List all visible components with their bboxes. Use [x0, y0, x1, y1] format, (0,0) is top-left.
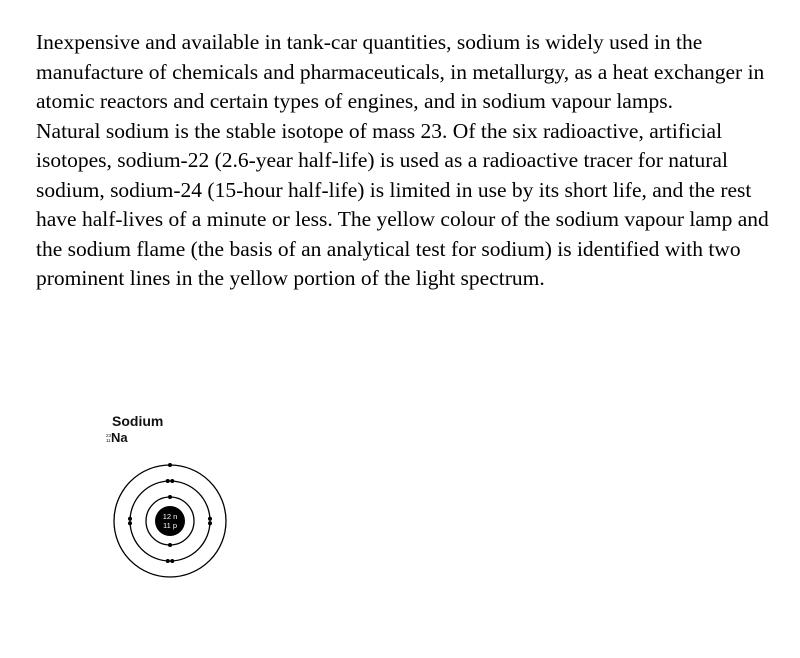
mass-number: 23 [106, 433, 112, 438]
electron-shell-2 [166, 479, 170, 483]
sodium-atom-diagram [100, 410, 250, 590]
paragraph-isotopes: Natural sodium is the stable isotope of mass 23. Of the six radioactive, artificial isotopes, sodium-22 (2.6-year half-life) is used as a radioactive tracer for natural sodium, sodium-24 (15-hour half-life) is limited in use by its short life, and the rest have half-lives of a minute or less. The yellow colour of the sodium vapour lamp and the sodium flame (the basis of an analytical test for sodium) is identified with two prominent lines in the yellow portion of the light spectrum. [36, 118, 769, 290]
electron-shell-2 [128, 517, 132, 521]
nucleus-neutrons: 12 n [162, 512, 178, 521]
paragraph-uses: Inexpensive and available in tank-car quantities, sodium is widely used in the manufacture of chemicals and pharmaceuticals, in metallurgy, as a heat exchanger in atomic reactors and certain types of engines, and in sodium vapour lamps. [36, 30, 765, 113]
symbol-text: Na [111, 430, 128, 445]
electron-shell-2 [208, 517, 212, 521]
bohr-model [100, 410, 250, 590]
electron-shell-3 [168, 463, 172, 467]
article-text [36, 28, 776, 294]
electron-shell-2 [166, 559, 170, 563]
element-name: Sodium [112, 413, 164, 429]
electron-shell-2 [208, 521, 212, 525]
electron-shell-2 [128, 521, 132, 525]
nucleus-protons: 11 p [162, 521, 178, 530]
electron-shell-2 [170, 559, 174, 563]
electron-shell-2 [170, 479, 174, 483]
electron-shell-1 [168, 495, 172, 499]
electron-shell-1 [168, 543, 172, 547]
atomic-number: 11 [106, 438, 111, 443]
